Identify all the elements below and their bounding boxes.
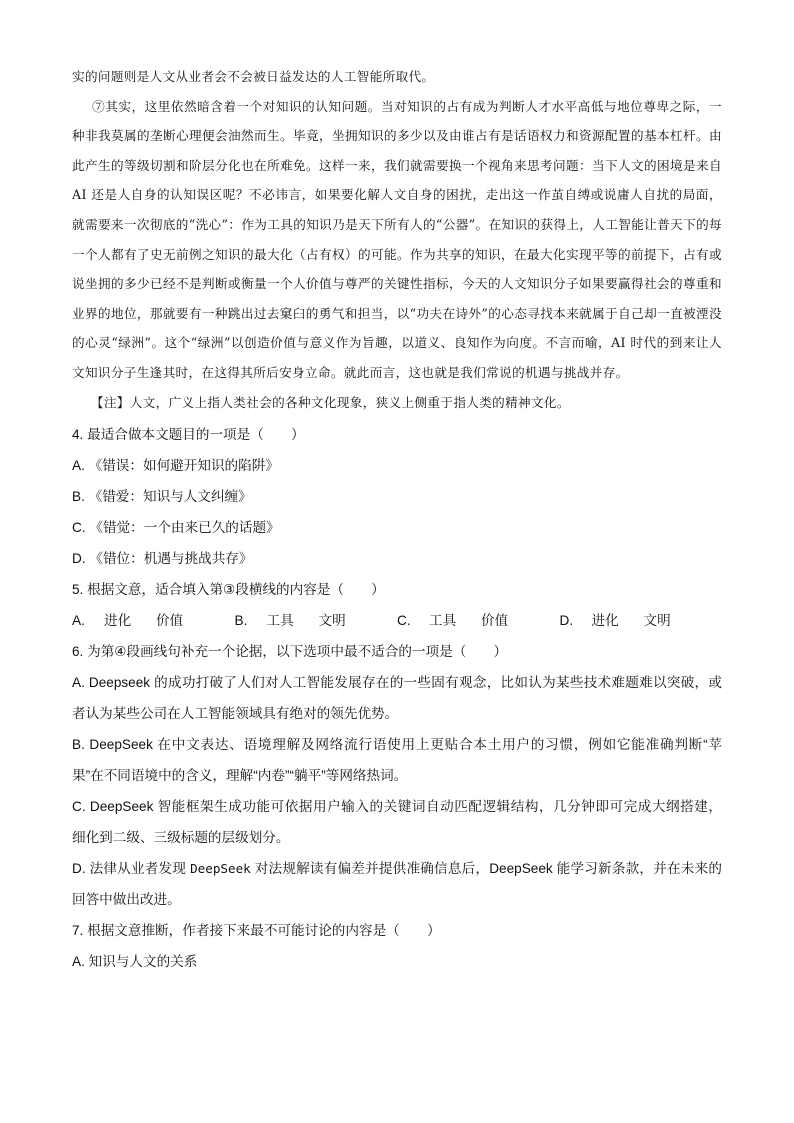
question-6-stem: 6. 为第④段画线句补充一个论据，以下选项中最不适合的一项是（ ） xyxy=(72,644,508,660)
option-word-1: 进化 xyxy=(104,613,132,629)
option-text-line: 细化到二级、三级标题的层级划分。 xyxy=(72,830,290,846)
question-5-stem: 5. 根据文意，适合填入第③段横线的内容是（ ） xyxy=(72,582,385,598)
question-4-option-b[interactable]: B. 《错爱：知识与人文纠缠》 xyxy=(72,489,252,505)
paragraph-7: ⑦其实，这里依然暗含着一个对知识的认知问题。当对知识的占有成为判断人才水平高低与地位尊卑之际，一种非我莫属的垄断心理便会油然而生。毕竟，坐拥知识的多少以及由谁占有是话语权力和资源配置的基本杠杆。由此产生的等级切割和阶层分化也在所难免。这样一来，我们就需要换一个视角来思考问题：当下人文的困境是来自 AI 还是人自身的认知误区呢？不必讳言，如果要化解人文自身的困扰，走出这一作茧自缚或说庸人自扰的局面，就需要来一次彻底的“洗心”：作为工具的知识乃是天下所有人的“公器”。在知识的获得上，人工智能让普天下的每一个人都有了史无前例之知识的最大化（占有权）的可能。作为共享的知识，在最大化实现平等的前提下，占有或说坐拥的多少已经不是判断或衡量一个人价值与尊严的关键性指标，今天的人文知识分子如果要赢得社会的尊重和业界的地位，那就要有一种跳出过去窠臼的勇气和担当，以“功夫在诗外”的心态寻找本来就属于自己却一直被湮没的心灵“绿洲”。这个“绿洲”以创造价值与意义作为旨趣，以道义、良知作为向度。不言而喻，AI 时代的到来让人文知识分子生逢其时，在这得其所后安身立命。就此而言，这也就是我们常说的机遇与挑战并存。 xyxy=(72,98,722,380)
question-4-option-a[interactable]: A. 《错误：如何避开知识的陷阱》 xyxy=(72,458,279,474)
question-6-option-a[interactable] xyxy=(72,667,722,729)
passage-line: 实的问题则是人文从业者会不会被日益发达的人工智能所取代。 xyxy=(72,69,435,84)
question-4-option-d[interactable]: D. 《错位：机遇与挑战共存》 xyxy=(72,551,253,567)
question-7-option-a[interactable]: A. 知识与人文的关系 xyxy=(72,954,198,970)
option-text-code: DeepSeek xyxy=(190,861,251,877)
question-block xyxy=(72,419,722,977)
option-word-1: 进化 xyxy=(591,613,619,629)
option-key: C. xyxy=(397,613,411,629)
question-6-option-c[interactable] xyxy=(72,791,722,853)
option-text-line: 者认为某些公司在人工智能领域具有绝对的领先优势。 xyxy=(72,706,399,722)
option-word-2: 价值 xyxy=(156,613,184,629)
question-5-option-a[interactable] xyxy=(72,605,235,636)
option-text-line: A. Deepseek 的成功打破了人们对人工智能发展存在的一些固有观念，比如认为某些技术难题难以突破，或 xyxy=(72,675,722,691)
option-word-2: 文明 xyxy=(318,613,346,629)
document-page xyxy=(72,62,722,977)
option-word-2: 价值 xyxy=(481,613,509,629)
question-5-options xyxy=(72,605,722,636)
question-6-option-b[interactable] xyxy=(72,729,722,791)
option-text-line: 果”在不同语境中的含义，理解“内卷”“躺平”等网络热词。 xyxy=(72,768,408,784)
option-text-line: 回答中做出改进。 xyxy=(72,892,181,908)
option-key: A. xyxy=(72,613,85,629)
option-key: B. xyxy=(234,613,248,629)
question-6-option-d[interactable] xyxy=(72,853,722,915)
annotation-note: 【注】人文，广义上指人类社会的各种文化现象，狭义上侧重于指人类的精神文化。 xyxy=(90,394,570,410)
option-text-suffix: 对法规解读有偏差并提供准确信息后，DeepSeek 能学习新条款，并在未来的 xyxy=(250,861,722,877)
option-text-line xyxy=(72,853,722,884)
question-7-stem: 7. 根据文意推断，作者接下来最不可能讨论的内容是（ ） xyxy=(72,923,441,939)
question-5-option-b[interactable] xyxy=(235,605,398,636)
option-text-line: C. DeepSeek 智能框架生成功能可依据用户输入的关键词自动匹配逻辑结构，几分钟即可完成大纲搭建， xyxy=(72,799,722,815)
question-5-option-d[interactable] xyxy=(560,605,723,636)
option-word-1: 工具 xyxy=(429,613,457,629)
reading-passage xyxy=(72,62,722,417)
option-word-2: 文明 xyxy=(643,613,671,629)
option-text-prefix: D. 法律从业者发现 xyxy=(72,861,191,877)
option-key: D. xyxy=(559,613,574,629)
option-text-line: B. DeepSeek 在中文表达、语境理解及网络流行语使用上更贴合本土用户的习惯，例如它能准确判断“苹 xyxy=(72,737,722,753)
question-4-option-c[interactable]: C. 《错觉：一个由来已久的话题》 xyxy=(72,520,280,536)
option-word-1: 工具 xyxy=(266,613,294,629)
question-4-stem: 4. 最适合做本文题目的一项是（ ） xyxy=(72,427,305,443)
question-5-option-c[interactable] xyxy=(397,605,560,636)
